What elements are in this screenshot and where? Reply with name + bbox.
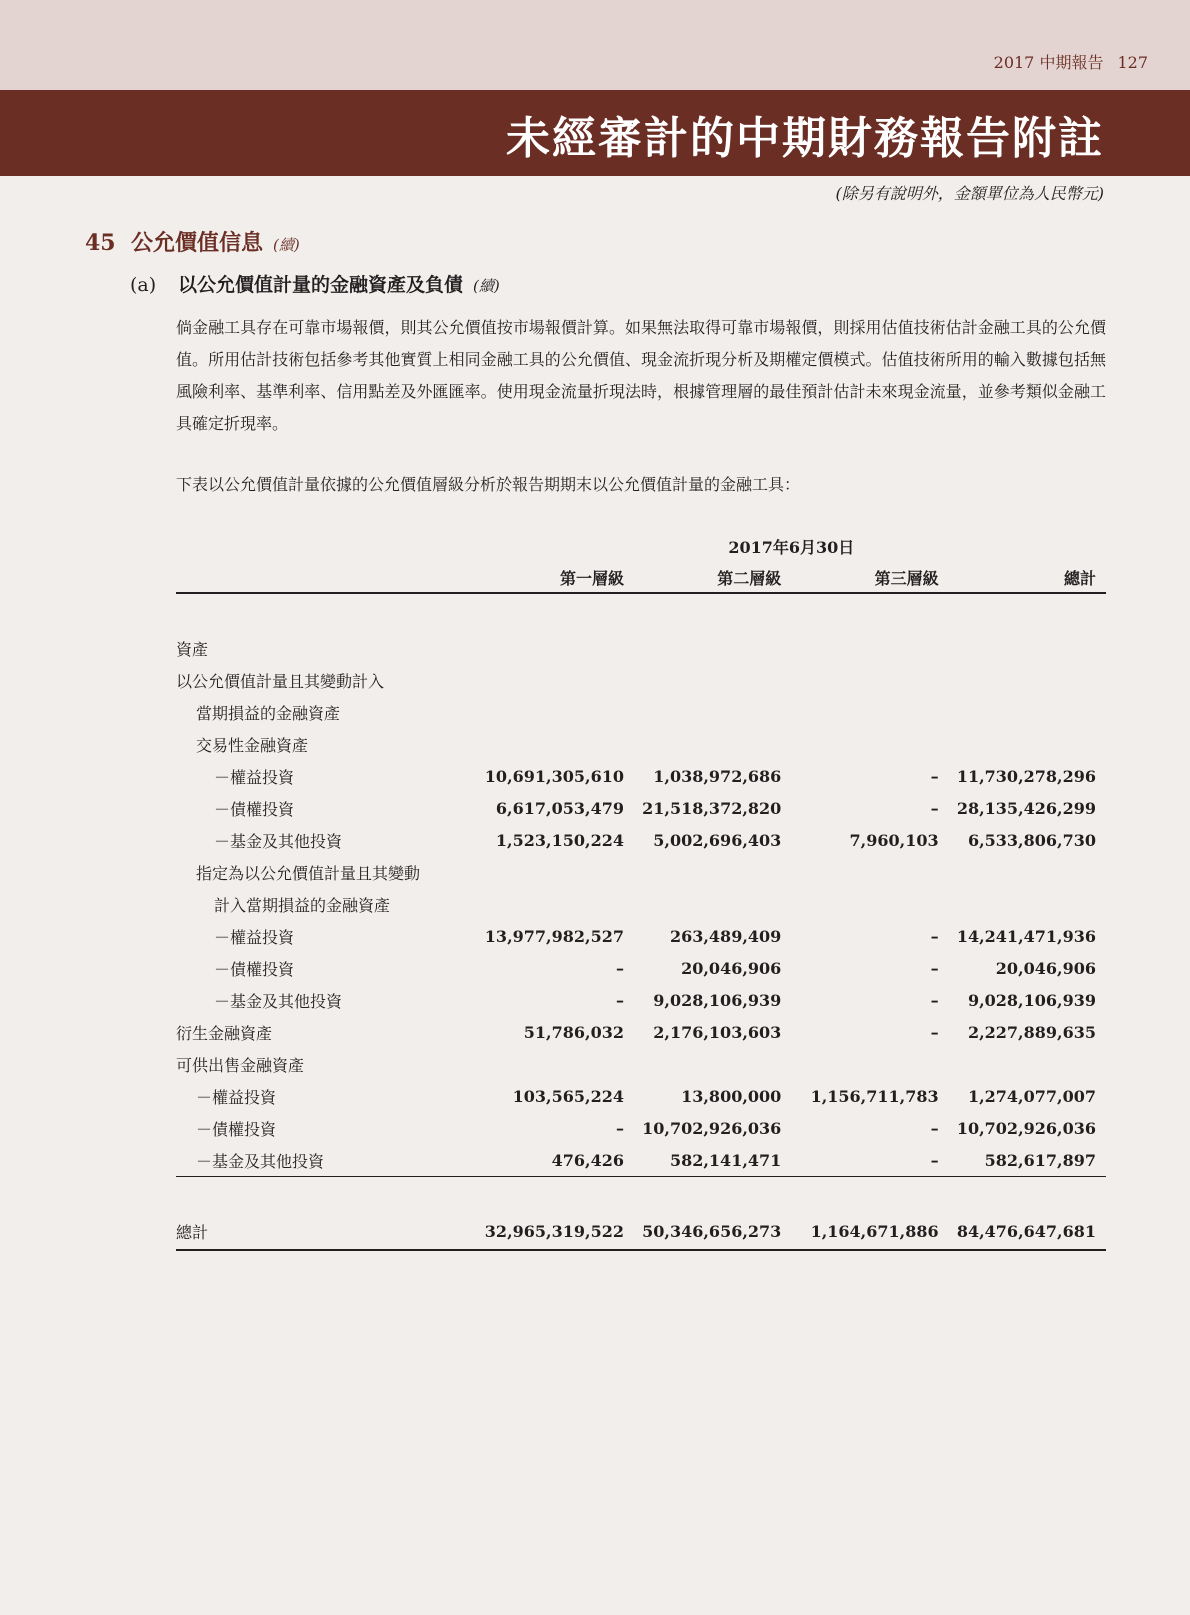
cell-level2: 9,028,106,939 (653, 990, 782, 1010)
subsection-continued: (續) (473, 277, 500, 295)
table-date: 2017年6月30日 (728, 537, 855, 557)
cell-level1: 1,523,150,224 (495, 830, 624, 850)
cell-total: 1,274,077,007 (967, 1086, 1096, 1106)
cell-level1: 51,786,032 (523, 1022, 624, 1042)
report-name: 2017 中期報告 (993, 53, 1104, 72)
subsection-title: 以公允價值計量的金融資產及負債 (178, 274, 464, 296)
section-heading (85, 226, 300, 257)
row-label: 可供出售金融資產 (176, 1055, 305, 1075)
table-row (176, 824, 1106, 856)
section-number: 45 (85, 230, 116, 256)
cell-level1: 13,977,982,527 (484, 926, 624, 946)
cell-level2: 263,489,409 (669, 926, 782, 946)
cell-total: 20,046,906 (995, 958, 1096, 978)
row-label: 計入當期損益的金融資產 (214, 895, 391, 915)
cell-total: 2,227,889,635 (967, 1022, 1096, 1042)
table-row (176, 856, 1106, 888)
total-level3: 1,164,671,886 (791, 1213, 948, 1250)
cell-level3: – (930, 958, 939, 978)
cell-total: 11,730,278,296 (956, 766, 1096, 786)
row-label: －權益投資 (196, 1087, 277, 1107)
section-title: 公允價值信息 (131, 230, 264, 256)
cell-level3: – (930, 990, 939, 1010)
column-header: 第一層級 (477, 562, 634, 593)
table-header-row (176, 562, 1106, 593)
page-number: 127 (1117, 53, 1148, 72)
total-row (176, 1213, 1106, 1250)
cell-level2: 13,800,000 (681, 1086, 782, 1106)
cell-level1: – (615, 990, 624, 1010)
column-header: 第三層級 (791, 562, 948, 593)
row-label: －基金及其他投資 (214, 831, 343, 851)
table-row (176, 760, 1106, 792)
table-row (176, 920, 1106, 952)
cell-level2: 21,518,372,820 (642, 798, 782, 818)
table-row (176, 888, 1106, 920)
cell-level3: – (930, 926, 939, 946)
subsection-label: (a) (130, 274, 157, 296)
cell-level2: 2,176,103,603 (653, 1022, 782, 1042)
cell-level2: 20,046,906 (681, 958, 782, 978)
column-header: 總計 (949, 562, 1106, 593)
cell-level1: – (615, 1118, 624, 1138)
cell-level3: – (930, 1118, 939, 1138)
row-label: 指定為以公允價值計量且其變動 (196, 863, 421, 883)
total-level1: 32,965,319,522 (477, 1213, 634, 1250)
total-level2: 50,346,656,273 (634, 1213, 791, 1250)
row-label: －基金及其他投資 (176, 1144, 477, 1177)
title-band (0, 90, 1190, 176)
subsection-heading (130, 270, 500, 297)
cell-level3: – (930, 1022, 939, 1042)
cell-total: 6,533,806,730 (967, 830, 1096, 850)
table-date-row (176, 530, 1106, 562)
cell-total: 28,135,426,299 (956, 798, 1096, 818)
table-row (176, 1112, 1106, 1144)
page-title: 未經審計的中期財務報告附註 (506, 113, 1104, 164)
table-row (176, 1080, 1106, 1112)
row-label: 交易性金融資產 (196, 735, 309, 755)
row-label: －債權投資 (196, 1119, 277, 1139)
table-intro: 下表以公允價值計量依據的公允價值層級分析於報告期期末以公允價值計量的金融工具： (176, 475, 801, 494)
table-row (176, 1048, 1106, 1080)
unit-note: (除另有說明外，金額單位為人民幣元) (835, 184, 1104, 203)
row-label: 當期損益的金融資產 (196, 703, 341, 723)
table-row (176, 792, 1106, 824)
cell-level2: 1,038,972,686 (653, 766, 782, 786)
table-row (176, 632, 1106, 664)
total-grand: 84,476,647,681 (949, 1213, 1106, 1250)
row-label: 衍生金融資產 (176, 1023, 273, 1043)
row-label: －基金及其他投資 (214, 991, 343, 1011)
table-row (176, 1016, 1106, 1048)
row-label: 以公允價值計量且其變動計入 (176, 671, 385, 691)
row-label: －債權投資 (214, 959, 295, 979)
report-tag (994, 50, 1148, 73)
cell-level2: 10,702,926,036 (642, 1118, 782, 1138)
cell-level2: 5,002,696,403 (653, 830, 782, 850)
top-band (0, 0, 1190, 90)
cell-total: 582,617,897 (949, 1144, 1106, 1177)
cell-level1: – (615, 958, 624, 978)
cell-level3: – (930, 798, 939, 818)
cell-level1: 10,691,305,610 (484, 766, 624, 786)
cell-total: 14,241,471,936 (956, 926, 1096, 946)
cell-level3: 1,156,711,783 (810, 1086, 939, 1106)
row-label: 資產 (176, 639, 209, 659)
fair-value-table (176, 530, 1106, 1251)
cell-total: 10,702,926,036 (956, 1118, 1096, 1138)
cell-level2: 582,141,471 (634, 1144, 791, 1177)
cell-level1: 476,426 (477, 1144, 634, 1177)
table-row (176, 984, 1106, 1016)
cell-level3: – (930, 766, 939, 786)
row-label: －權益投資 (214, 927, 295, 947)
cell-level1: 103,565,224 (512, 1086, 624, 1106)
row-label: －債權投資 (214, 799, 295, 819)
table-row (176, 952, 1106, 984)
cell-level3: – (791, 1144, 948, 1177)
total-label: 總計 (176, 1213, 477, 1250)
table-row (176, 664, 1106, 696)
section-continued: (續) (273, 236, 300, 254)
table-row (176, 728, 1106, 760)
row-label: －權益投資 (214, 767, 295, 787)
cell-total: 9,028,106,939 (967, 990, 1096, 1010)
table-row (176, 1144, 1106, 1177)
column-header: 第二層級 (634, 562, 791, 593)
cell-level1: 6,617,053,479 (495, 798, 624, 818)
table-row (176, 696, 1106, 728)
cell-level3: 7,960,103 (849, 830, 939, 850)
body-paragraph: 倘金融工具存在可靠市場報價，則其公允價值按市場報價計算。如果無法取得可靠市場報價，則採用估值技術估計金融工具的公允價值。所用估計技術包括參考其他實質上相同金融工具的公允價值、現金流折現分析及期權定價模式。估值技術所用的輸入數據包括無風險利率、基準利率、信用點差及外匯匯率。使用現金流量折現法時，根據管理層的最佳預計估計未來現金流量，並參考類似金融工具確定折現率。 (176, 318, 1106, 433)
